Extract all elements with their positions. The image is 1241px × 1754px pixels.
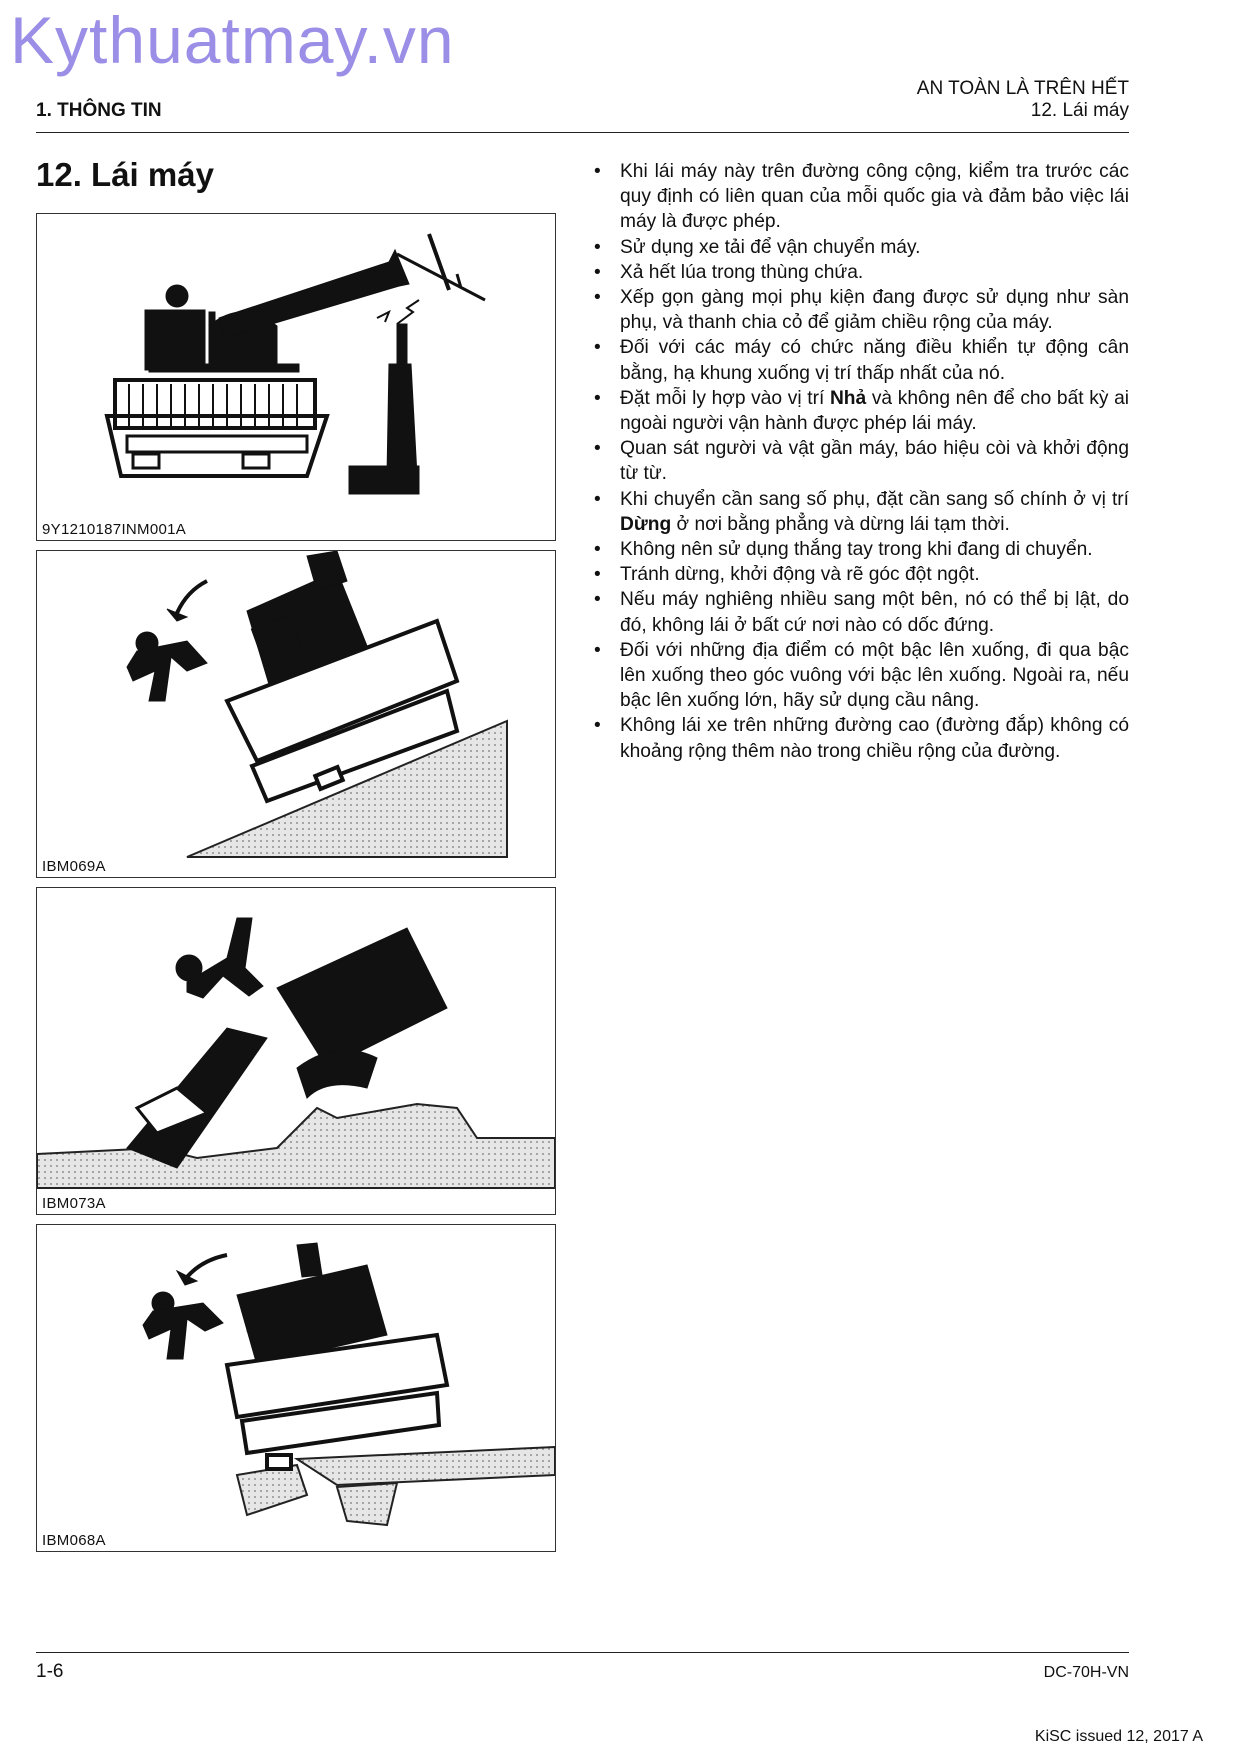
list-item [620, 638, 1129, 714]
list-item-text: và không nên để cho bất kỳ ai ngoài người vận hành được phép lái máy. [620, 387, 1129, 435]
chapter-heading: 1. THÔNG TIN [36, 100, 162, 121]
list-item [620, 335, 1129, 385]
list-item [620, 562, 1129, 587]
list-item-text: Đối với các máy có chức năng điều khiển tự động cân bằng, hạ khung xuống vị trí thấp nhất của nó. [620, 337, 1129, 384]
running-header [917, 78, 1129, 122]
list-item-text: Khi chuyển cần sang số phụ, đặt cần sang số chính ở vị trí [620, 488, 1129, 510]
page-number: 1-6 [36, 1661, 64, 1682]
header-rule [36, 132, 1129, 133]
subsection-heading: 12. Lái máy [1030, 100, 1129, 121]
list-item-text: Không lái xe trên những đường cao (đường đắp) không có khoảng rộng thêm nào trong chiều rộng của đường. [620, 715, 1129, 762]
list-item-text: Sử dụng xe tải để vận chuyển máy. [620, 236, 921, 258]
watermark: Kythuatmay.vn [10, 3, 455, 77]
figure-power-line [36, 213, 556, 541]
list-item [620, 713, 1129, 763]
list-item [620, 159, 1129, 235]
issue-note: KiSC issued 12, 2017 A [1034, 1728, 1203, 1745]
rollover-illustration [37, 888, 555, 1214]
figure-code: IBM073A [42, 1195, 106, 1212]
list-item-text: Xếp gọn gàng mọi phụ kiện đang được sử dụng như sàn phụ, và thanh chia cỏ để giảm chiều rộng của máy. [620, 287, 1129, 334]
figure-slope-tipping [36, 550, 556, 878]
list-item [620, 386, 1129, 436]
list-item [620, 487, 1129, 537]
list-item [620, 436, 1129, 486]
list-item-text: Đặt mỗi ly hợp vào vị trí [620, 387, 830, 409]
list-item-text: Nếu máy nghiêng nhiều sang một bên, nó có thể bị lật, do đó, không lái ở bất cứ nơi nào có dốc đứng. [620, 589, 1129, 636]
list-item [620, 260, 1129, 285]
emphasis-text: Nhả [829, 387, 867, 409]
page-title: 12. Lái máy [36, 156, 214, 193]
edge-collapse-illustration [37, 1225, 555, 1551]
list-item [620, 285, 1129, 335]
list-item-text: Đối với những địa điểm có một bậc lên xuống, đi qua bậc lên xuống theo góc vuông với bậc lên xuống. Ngoài ra, nếu bậc lên xuống lớn, hãy sử dụng cầu nâng. [620, 639, 1129, 712]
safety-instructions-list [620, 159, 1129, 764]
document-code: DC-70H-VN [1043, 1664, 1129, 1681]
figure-edge-collapse [36, 1224, 556, 1552]
list-item-text: Tránh dừng, khởi động và rẽ góc đột ngột. [620, 564, 980, 586]
figure-code: IBM068A [42, 1532, 106, 1549]
list-item-text: Xả hết lúa trong thùng chứa. [620, 261, 864, 283]
list-item [620, 537, 1129, 562]
figure-code: 9Y1210187INM001A [42, 521, 187, 538]
emphasis-text: Dừng [620, 513, 672, 535]
list-item-text: ở nơi bằng phẳng và dừng lái tạm thời. [671, 513, 1010, 535]
list-item-text: Khi lái máy này trên đường công cộng, kiểm tra trước các quy định có liên quan của mỗi quốc gia và đảm bảo việc lái máy là được phép. [620, 161, 1129, 233]
figure-rollover [36, 887, 556, 1215]
list-item-text: Không nên sử dụng thắng tay trong khi đang di chuyển. [620, 539, 1093, 561]
power-line-illustration [37, 214, 555, 540]
footer-rule [36, 1652, 1129, 1653]
list-item-text: Quan sát người và vật gần máy, báo hiệu còi và khởi động từ từ. [620, 438, 1129, 485]
slope-tipping-illustration [37, 551, 555, 877]
section-heading: AN TOÀN LÀ TRÊN HẾT [916, 78, 1129, 99]
figure-code: IBM069A [42, 858, 106, 875]
list-item [620, 587, 1129, 637]
list-item [620, 235, 1129, 260]
